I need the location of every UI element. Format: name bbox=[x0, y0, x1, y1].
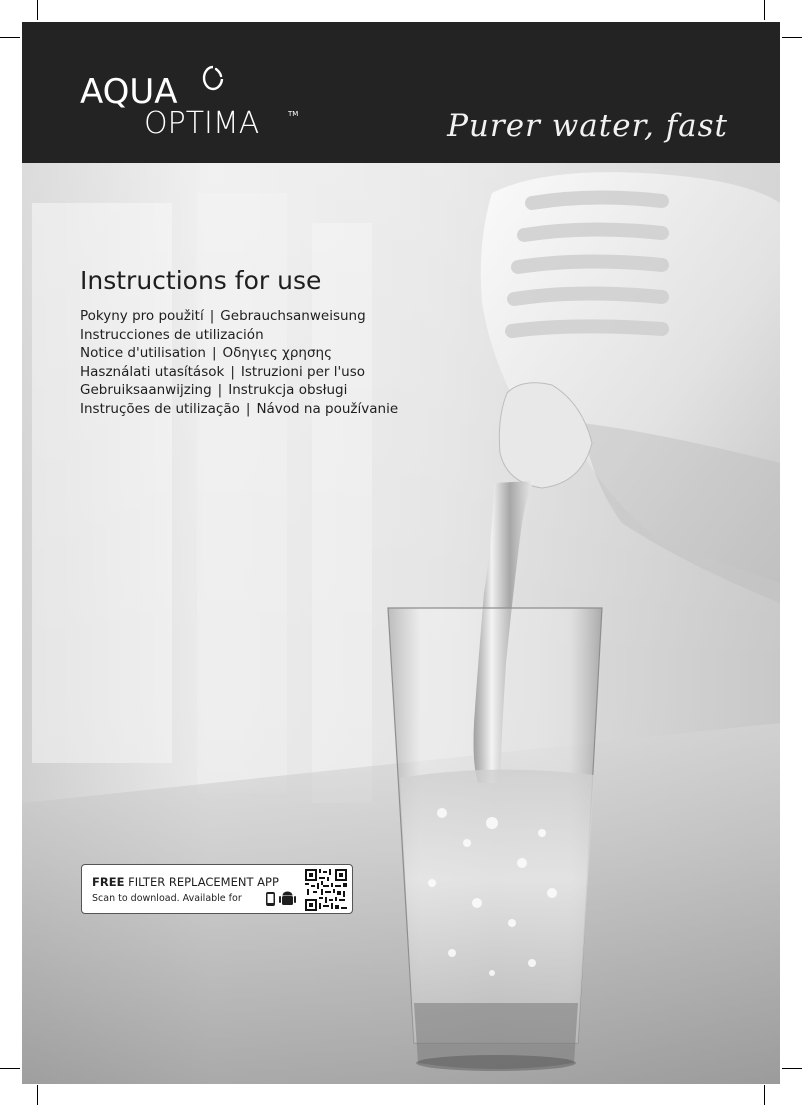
crop-mark bbox=[37, 1085, 38, 1105]
page-title: Instructions for use bbox=[80, 266, 322, 295]
separator: | bbox=[230, 363, 235, 380]
language-label: Istruzioni per l'uso bbox=[240, 363, 366, 380]
language-list bbox=[80, 307, 398, 418]
logo-line-2: OPTIMA bbox=[144, 106, 260, 141]
language-line bbox=[80, 307, 398, 326]
language-label: Notice d'utilisation bbox=[80, 345, 206, 361]
language-label: Pokyny pro použití bbox=[80, 308, 204, 324]
free-label: FREE bbox=[92, 875, 125, 889]
language-label: Instrucciones de utilización bbox=[80, 326, 264, 343]
trademark-mark: TM bbox=[288, 110, 299, 118]
app-promo-box bbox=[81, 864, 353, 914]
language-line bbox=[80, 344, 398, 363]
crop-mark bbox=[764, 0, 765, 20]
separator: | bbox=[217, 382, 223, 398]
language-label: Gebrauchsanweisung bbox=[220, 308, 366, 324]
header-band bbox=[22, 22, 780, 163]
separator: | bbox=[209, 308, 215, 324]
crop-mark bbox=[37, 0, 38, 20]
qr-code[interactable] bbox=[304, 868, 348, 912]
language-line bbox=[80, 381, 398, 400]
crop-mark bbox=[782, 1068, 802, 1069]
crop-mark bbox=[782, 37, 802, 38]
language-label: Návod na používanie bbox=[256, 400, 399, 417]
android-icon bbox=[279, 892, 296, 906]
aqua-optima-logo bbox=[80, 62, 310, 142]
apple-icon bbox=[266, 892, 275, 906]
logo-swirl-icon bbox=[201, 64, 225, 94]
app-promo-headline bbox=[92, 875, 279, 889]
tagline: Purer water, fast bbox=[447, 108, 728, 144]
language-label: Instrukcja obsługi bbox=[228, 382, 348, 398]
app-promo-subline: Scan to download. Available for bbox=[92, 893, 242, 904]
crop-mark bbox=[764, 1085, 765, 1105]
crop-mark bbox=[0, 1068, 20, 1069]
language-label: Gebruiksaanwijzing bbox=[80, 382, 212, 398]
store-icons bbox=[265, 891, 299, 907]
cover-page bbox=[22, 22, 780, 1084]
language-line bbox=[80, 400, 398, 419]
language-label: Οδηγιες χρησης bbox=[222, 345, 333, 361]
language-label: Használati utasítások bbox=[80, 363, 225, 380]
app-name: FILTER REPLACEMENT APP bbox=[128, 875, 279, 889]
separator: | bbox=[245, 400, 251, 417]
language-line bbox=[80, 326, 398, 345]
logo-line-1: AQUA bbox=[80, 72, 178, 112]
language-line bbox=[80, 363, 398, 382]
language-label: Instruções de utilização bbox=[80, 400, 240, 417]
pitcher-pouring-photo bbox=[22, 163, 780, 1084]
crop-mark bbox=[0, 37, 20, 38]
separator: | bbox=[211, 345, 217, 361]
